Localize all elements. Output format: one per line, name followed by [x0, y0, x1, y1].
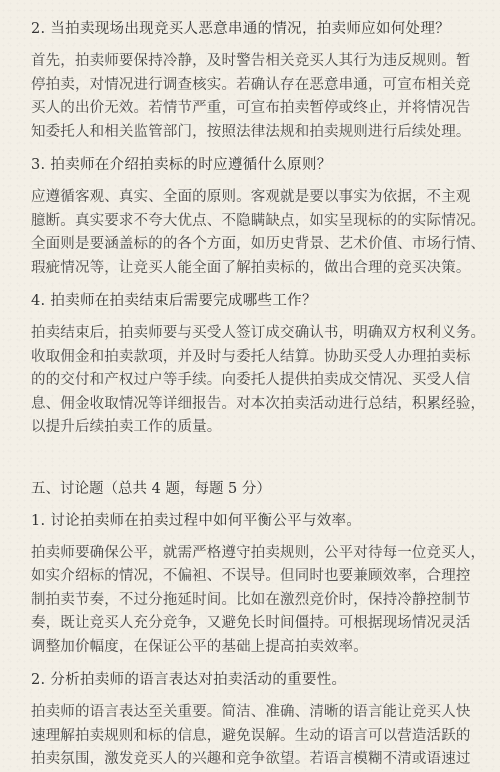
question-heading: 2. 当拍卖现场出现竞买人恶意串通的情况，拍卖师应如何处理？ — [31, 21, 450, 37]
answer-line: 速理解拍卖规则和标的信息，避免误解。生动的语言可以营造活跃的 — [31, 727, 471, 744]
question-heading: 3. 拍卖师在介绍拍卖标的时应遵循什么原则？ — [31, 157, 332, 173]
answer-paragraph — [31, 701, 478, 772]
answer-line: 瑕疵情况等，让竞买人能全面了解拍卖标的，做出合理的竞买决策。 — [31, 259, 471, 276]
answer-line: 调整加价幅度，在保证公平的基础上提高拍卖效率。 — [31, 638, 368, 655]
answer-line: 应遵循客观、真实、全面的原则。客观就是要以事实为依据，不主观 — [31, 189, 471, 205]
question-heading: 2. 分析拍卖师的语言表达对拍卖活动的重要性。 — [31, 672, 347, 688]
answer-line: 臆断。真实要求不夸大优点、不隐瞒缺点，如实呈现标的的实际情况。 — [31, 212, 486, 229]
answer-line: 买人的出价无效。若情节严重，可宣布拍卖暂停或终止，并将情况告 — [31, 100, 471, 116]
answer-paragraph — [31, 186, 486, 280]
answer-line: 全面则是要涵盖标的的各个方面，如历史背景、艺术价值、市场行情、 — [31, 236, 486, 252]
answer-line: 以提升后续拍卖工作的质量。 — [31, 419, 222, 435]
answer-line: 如实介绍标的情况，不偏袒、不误导。但同时也要兼顾效率，合理控 — [31, 568, 471, 584]
answer-line: 拍卖结束后，拍卖师要与买受人签订成交确认书，明确双方权利义务。 — [31, 325, 486, 341]
answer-line: 拍卖师要确保公平，就需严格遵守拍卖规则，公平对待每一位竞买人， — [31, 544, 486, 561]
answer-line: 首先，拍卖师要保持冷静，及时警告相关竞买人其行为违反规则。暂 — [31, 53, 471, 69]
answer-line: 收取佣金和拍卖款项，并及时与委托人结算。协助买受人办理拍卖标 — [31, 348, 471, 365]
answer-paragraph — [31, 322, 486, 440]
question-heading: 4. 拍卖师在拍卖结束后需要完成哪些工作？ — [31, 293, 317, 309]
answer-line: 息、佣金收取情况等详细报告。对本次拍卖活动进行总结，积累经验， — [31, 395, 486, 412]
answer-paragraph — [31, 542, 486, 660]
answer-line: 的的交付和产权过户等手续。向委托人提供拍卖成交情况、买受人信 — [31, 372, 471, 388]
answer-line: 拍卖师的语言表达至关重要。简洁、准确、清晰的语言能让竞买人快 — [31, 704, 471, 720]
section-heading: 五、讨论题（总共 4 题，每题 5 分） — [31, 480, 271, 497]
answer-paragraph — [31, 50, 478, 144]
answer-line: 拍卖氛围，激发竞买人的兴趣和竞争欲望。若语言模糊不清或语速过 — [31, 751, 471, 767]
answer-line: 奏，既让竞买人充分竞争，又避免长时间僵持。可根据现场情况灵活 — [31, 615, 471, 631]
answer-line: 制拍卖节奏，不过分拖延时间。比如在激烈竞价时，保持冷静控制节 — [31, 591, 471, 608]
answer-line: 知委托人和相关监管部门，按照法律法规和拍卖规则进行后续处理。 — [31, 123, 471, 140]
answer-line: 停拍卖，对情况进行调查核实。若确认存在恶意串通，可宣布相关竞 — [31, 76, 471, 93]
question-heading: 1. 讨论拍卖师在拍卖过程中如何平衡公平与效率。 — [31, 512, 362, 529]
